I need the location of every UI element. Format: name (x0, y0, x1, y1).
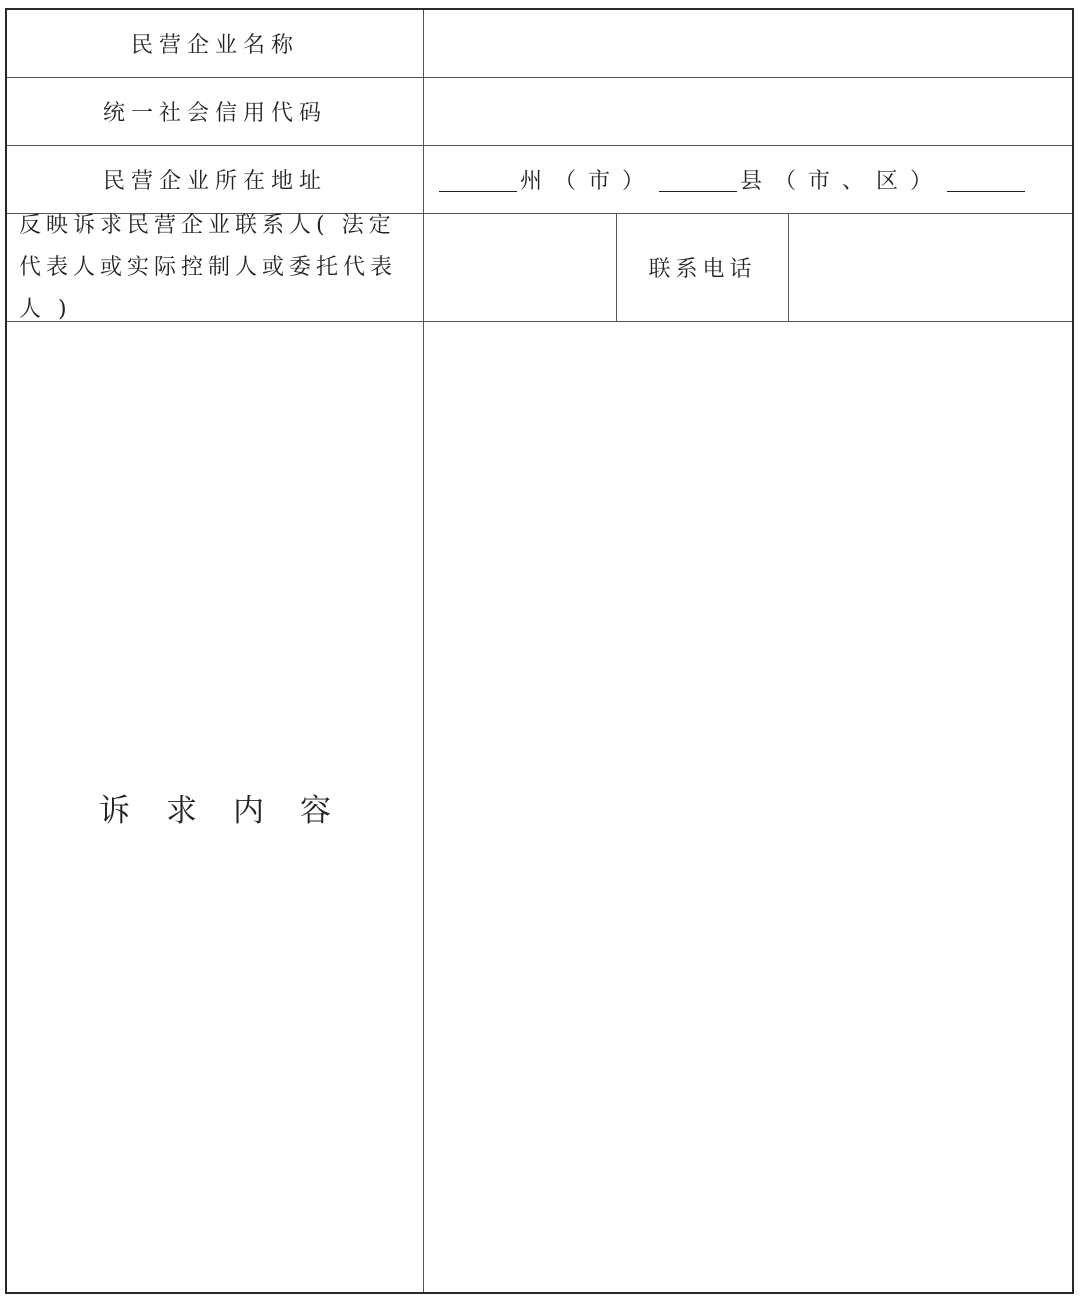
row-contact (7, 214, 1072, 322)
row-appeal-content (7, 322, 1072, 1292)
company-name-label: 民营企业名称 (130, 33, 299, 58)
contact-label: 反映诉求民营企业联系人( 法定代表人或实际控制人或委托代表人 ) (19, 212, 398, 322)
appeal-form-table (5, 8, 1074, 1294)
prefecture-suffix: 州（市） (520, 169, 657, 194)
company-name-field[interactable] (424, 10, 1072, 77)
credit-code-label: 统一社会信用代码 (102, 101, 327, 126)
row-company-name (7, 10, 1072, 78)
credit-code-field[interactable] (424, 78, 1072, 145)
county-suffix: 县（市、区） (740, 169, 945, 194)
street-blank[interactable] (947, 167, 1025, 192)
contact-name-field[interactable] (424, 214, 616, 321)
appeal-label-cell (7, 322, 423, 1292)
appeal-content-label: 诉求内容 (99, 792, 367, 829)
credit-code-label-cell (7, 78, 423, 145)
address-label: 民营企业所在地址 (102, 169, 327, 194)
phone-label: 联系电话 (648, 257, 757, 282)
address-label-cell (7, 146, 423, 213)
county-blank[interactable] (659, 167, 737, 192)
phone-label-cell (617, 214, 788, 321)
contact-label-cell (7, 214, 423, 321)
appeal-content-field[interactable] (424, 322, 1072, 1292)
row-credit-code (7, 78, 1072, 146)
prefecture-blank[interactable] (439, 167, 517, 192)
company-name-label-cell (7, 10, 423, 77)
phone-field[interactable] (789, 214, 1072, 321)
address-field (424, 146, 1072, 213)
